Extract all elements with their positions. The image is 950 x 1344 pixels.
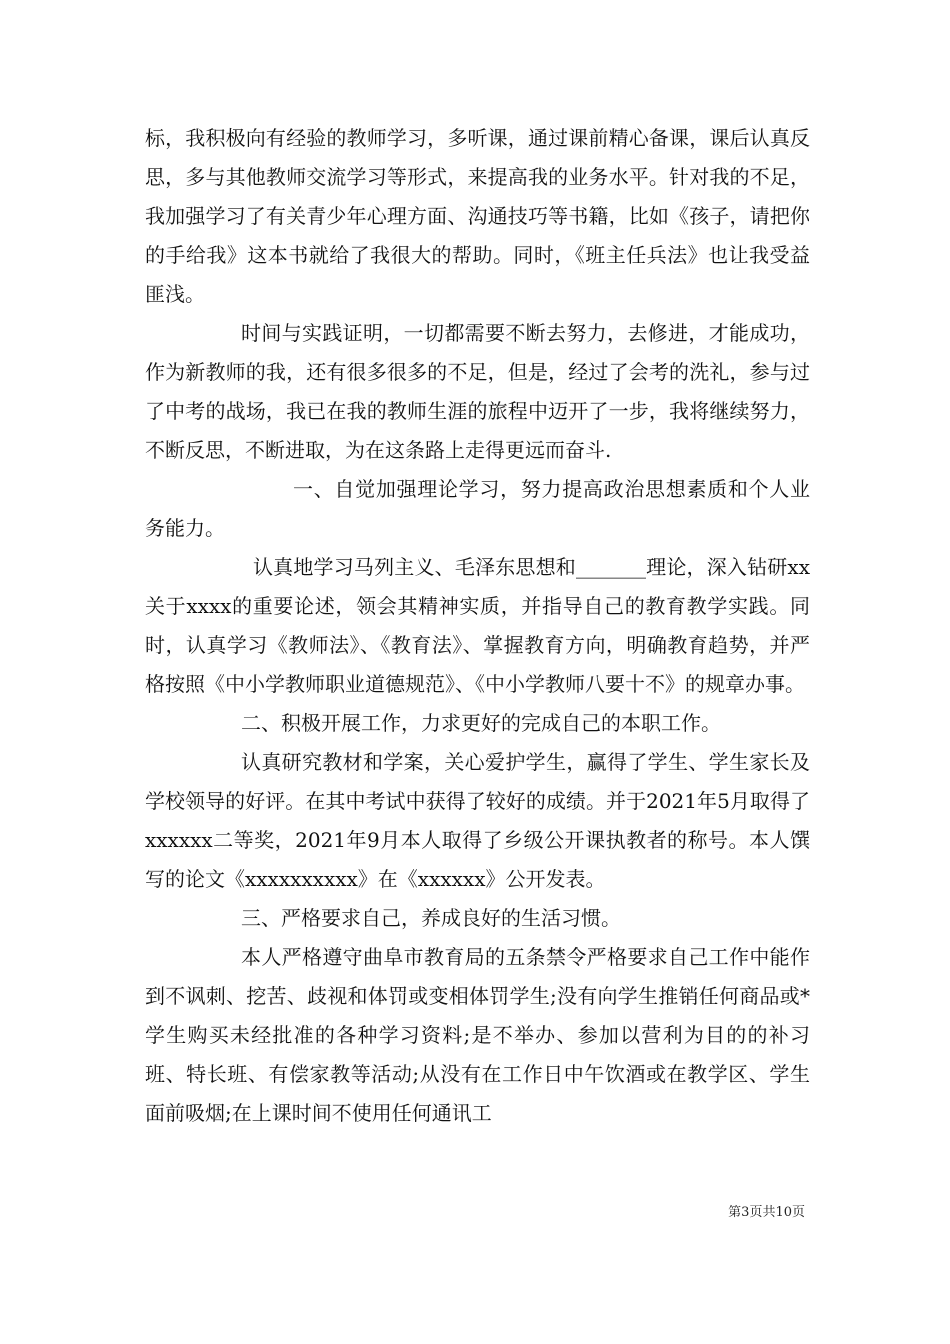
paragraph-work: 认真研究教材和学案，关心爱护学生，赢得了学生、学生家长及学校领导的好评。在其中考试中获得了较好的成绩。并于2021年5月取得了xxxxxx二等奖，2021年9月本人取得了乡级公开课执教者的称号。本人馔写的论文《xxxxxxxxxx》在《xxxxxx》公开发表。 bbox=[145, 750, 810, 891]
document-body bbox=[145, 119, 810, 1133]
paragraph-continuation: 标，我积极向有经验的教师学习，多听课，通过课前精心备课，课后认真反思，多与其他教师交流学习等形式，来提高我的业务水平。针对我的不足，我加强学习了有关青少年心理方面、沟通技巧等书籍，比如《孩子，请把你的手给我》这本书就给了我很大的帮助。同时，《班主任兵法》也让我受益匪浅。 bbox=[145, 126, 810, 306]
paragraph-habits: 本人严格遵守曲阜市教育局的五条禁令严格要求自己工作中能作到不讽刺、挖苦、歧视和体罚或变相体罚学生;没有向学生推销任何商品或*学生购买未经批准的各种学习资料;是不举办、参加以营利为目的的补习班、特长班、有偿家教等活动;从没有在工作日中午饮酒或在教学区、学生面前吸烟;在上课时间不使用任何通讯工 bbox=[145, 945, 810, 1125]
paragraph-practice-proof: 时间与实践证明，一切都需要不断去努力，去修进，才能成功，作为新教师的我，还有很多很多的不足，但是，经过了会考的洗礼，参与过了中考的战场，我已在我的教师生涯的旅程中迈开了一步，我将继续努力，不断反思，不断进取，为在这条路上走得更远而奋斗. bbox=[145, 321, 810, 462]
paragraph-theory-study: 认真地学习马列主义、毛泽东思想和_______理论，深入钻研xx关于xxxx的重要论述，领会其精神实质，并指导自己的教育教学实践。同时，认真学习《教师法》、《教育法》、掌握教育方向，明确教育趋势，并严格按照《中小学教师职业道德规范》、《中小学教师八要十不》的规章办事。 bbox=[145, 555, 810, 696]
page-number-footer: 第3页共10页 bbox=[728, 1205, 805, 1220]
section-heading-work: 二、积极开展工作，力求更好的完成自己的本职工作。 bbox=[241, 711, 721, 735]
section-heading-habits: 三、严格要求自己，养成良好的生活习惯。 bbox=[241, 906, 621, 930]
section-heading-theory-study: 一、自觉加强理论学习，努力提高政治思想素质和个人业务能力。 bbox=[145, 477, 810, 540]
